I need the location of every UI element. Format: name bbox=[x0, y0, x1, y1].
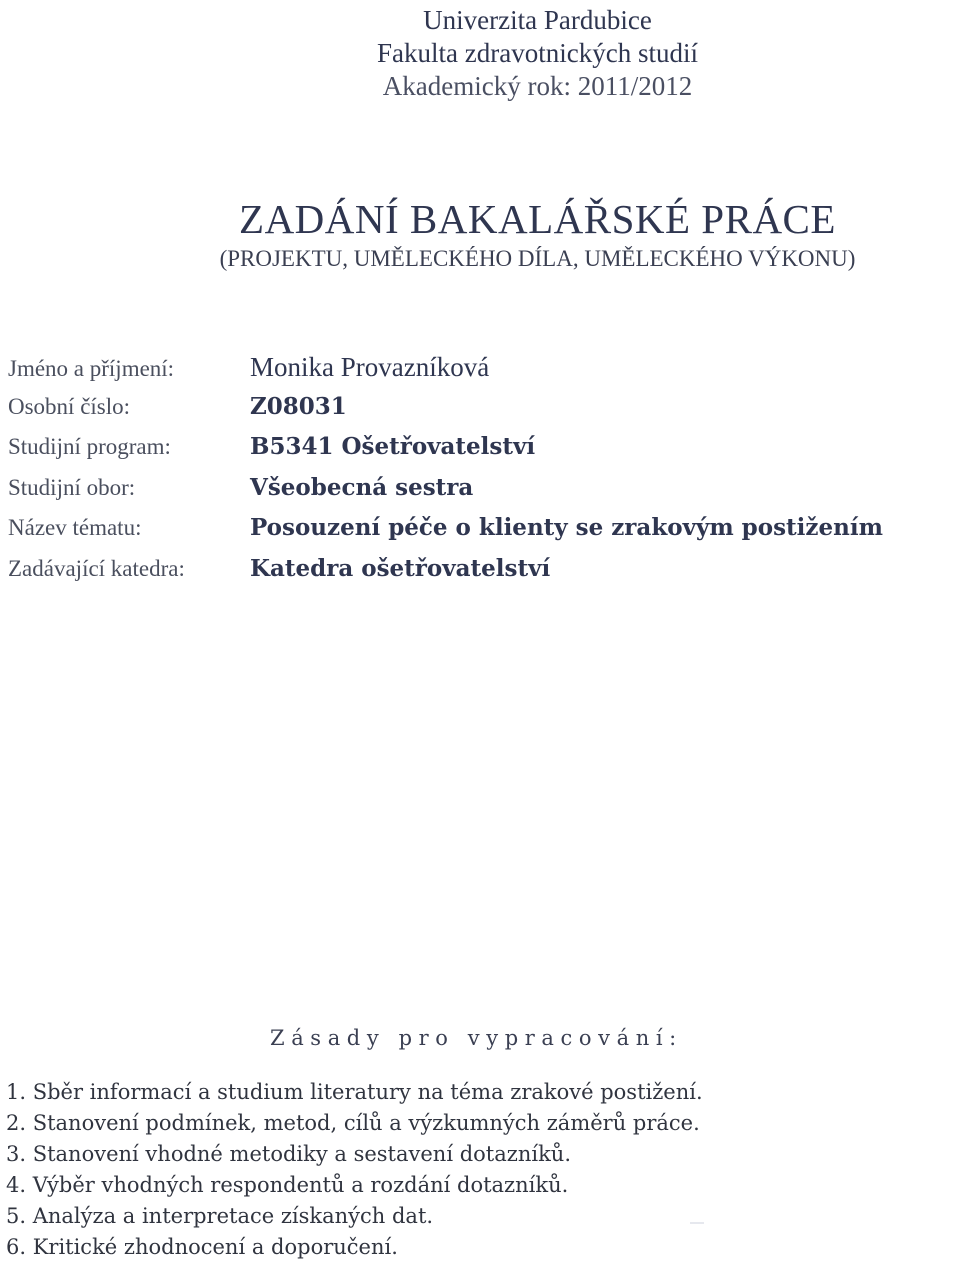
university-name: Univerzita Pardubice bbox=[423, 5, 652, 35]
info-row-field bbox=[8, 474, 883, 515]
department-label: Zadávající katedra: bbox=[8, 555, 185, 581]
list-item: 5. Analýza a interpretace získaných dat. bbox=[6, 1204, 434, 1228]
list-item: 2. Stanovení podmínek, metod, cílů a výzkumných záměrů práce. bbox=[6, 1111, 700, 1135]
field-label: Studijní obor: bbox=[8, 474, 136, 500]
topic-label: Název tématu: bbox=[8, 515, 142, 541]
info-row-department bbox=[8, 555, 883, 596]
info-row-topic bbox=[8, 514, 883, 555]
principles-heading: Zásady pro vypracování: bbox=[270, 1026, 683, 1050]
name-value: Monika Provazníková bbox=[250, 352, 490, 382]
academic-year: Akademický rok: 2011/2012 bbox=[382, 71, 693, 101]
list-item: 6. Kritické zhodnocení a doporučení. bbox=[6, 1235, 398, 1259]
document-subtitle: (PROJEKTU, UMĚLECKÉHO DÍLA, UMĚLECKÉHO VÝKONU) bbox=[219, 246, 856, 271]
list-item: 4. Výběr vhodných respondentů a rozdání dotazníků. bbox=[6, 1173, 569, 1197]
info-row-program bbox=[8, 433, 883, 474]
title-block bbox=[0, 196, 960, 276]
list-item: 3. Stanovení vhodné metodiky a sestavení dotazníků. bbox=[6, 1142, 572, 1166]
list-item: 1. Sběr informací a studium literatury na téma zrakové postižení. bbox=[6, 1080, 703, 1104]
faculty-name: Fakulta zdravotnických studií bbox=[377, 38, 698, 68]
name-label: Jméno a příjmení: bbox=[8, 356, 175, 381]
document-title: ZADÁNÍ BAKALÁŘSKÉ PRÁCE bbox=[239, 196, 836, 242]
student-info bbox=[8, 352, 883, 596]
info-row-id bbox=[8, 393, 883, 434]
id-label: Osobní číslo: bbox=[8, 393, 131, 419]
program-label: Studijní program: bbox=[8, 434, 171, 460]
field-value: Všeobecná sestra bbox=[250, 473, 474, 501]
id-value: Z08031 bbox=[250, 392, 347, 420]
department-value: Katedra ošetřovatelství bbox=[250, 554, 551, 582]
topic-value: Posouzení péče o klienty se zrakovým postižením bbox=[250, 514, 883, 542]
scan-speck bbox=[690, 1222, 704, 1224]
program-value: B5341 Ošetřovatelství bbox=[250, 433, 536, 461]
info-row-name bbox=[8, 352, 883, 393]
document-header bbox=[0, 4, 960, 103]
principles-list bbox=[6, 1077, 703, 1263]
